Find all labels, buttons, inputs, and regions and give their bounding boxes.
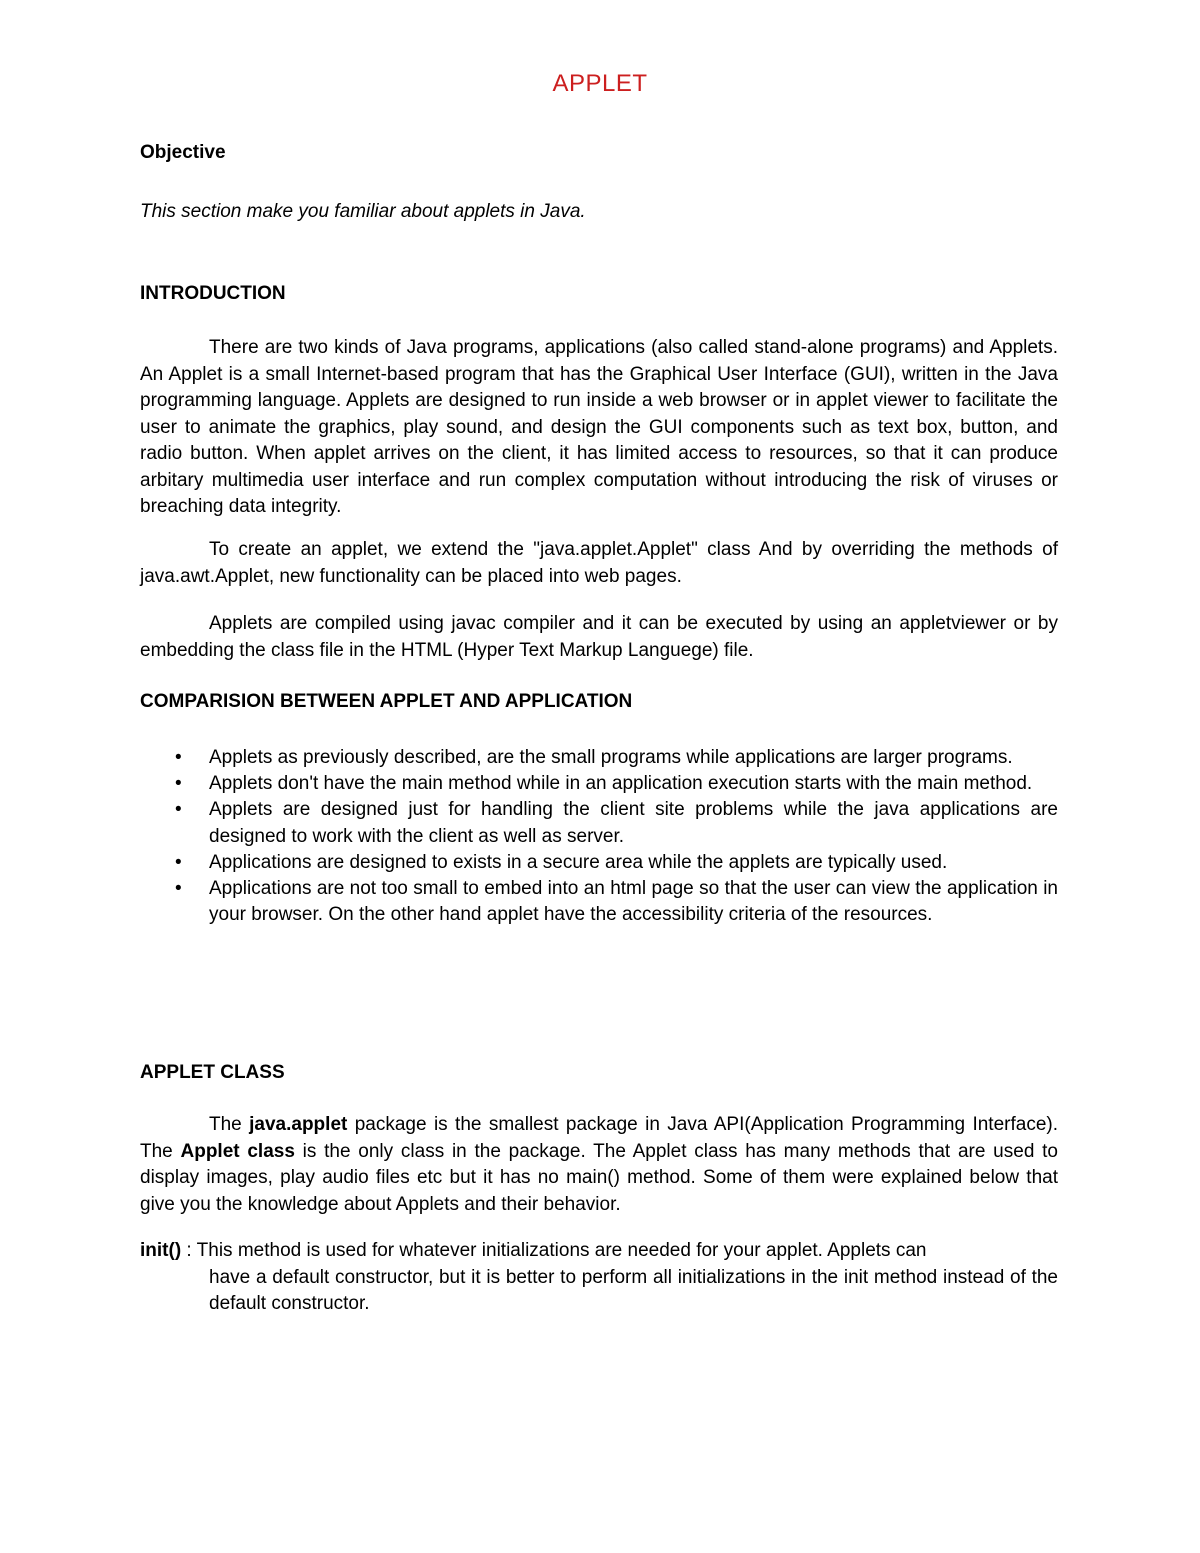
list-item-text: Applications are designed to exists in a secure area while the applets are typically used. xyxy=(209,851,948,873)
class-name: Applet class xyxy=(180,1140,295,1162)
objective-text: This section make you familiar about applets in Java. xyxy=(140,201,586,222)
introduction-heading: INTRODUCTION xyxy=(140,283,286,304)
list-item xyxy=(140,797,1058,849)
text-run: is the only class in the package. The Applet class has many methods that are used to display images, play audio files etc but it has no main() method. Some of them were explained below that give you the knowledge about Applets and their behavior. xyxy=(140,1140,1058,1215)
intro-paragraph-1: There are two kinds of Java programs, applications (also called stand-alone programs) and Applets. An Applet is a small Internet-based program that has the Graphical User Interface (GUI), written in the Java programming language. Applets are designed to run inside a web browser or in applet viewer to facilitate the user to animate the graphics, play sound, and design the GUI components such as text box, button, and radio button. When applet arrives on the client, it has limited access to resources, so that it can produce arbitary multimedia user interface and run complex computation without introducing the risk of viruses or breaching data integrity. xyxy=(140,337,1058,517)
applet-class-heading: APPLET CLASS xyxy=(140,1062,285,1083)
bullet-icon: • xyxy=(175,878,182,900)
bullet-icon: • xyxy=(175,747,182,768)
text-run: The xyxy=(209,1114,250,1135)
objective-heading: Objective xyxy=(140,142,226,163)
init-continuation: have a default constructor, but it is better to perform all initializations in the init method instead of the default constructor. xyxy=(209,1266,1058,1314)
package-name: java.applet xyxy=(249,1114,348,1135)
page-title: APPLET xyxy=(552,70,648,97)
text-run: package is the smallest package in Java API(Application Programming Interface). The xyxy=(140,1114,1058,1162)
intro-paragraph-2: To create an applet, we extend the "java.applet.Applet" class And by overriding the methods of java.awt.Applet, new functionality can be placed into web pages. xyxy=(140,539,1058,587)
list-item-text: Applets as previously described, are the small programs while applications are larger programs. xyxy=(209,747,1013,768)
init-first-line xyxy=(140,1238,1058,1265)
init-method-definition xyxy=(140,1238,1058,1318)
list-item xyxy=(140,745,1058,771)
comparison-list xyxy=(140,745,1058,928)
list-item-text: Applications are not too small to embed into an html page so that the user can view the application in your browser. On the other hand applet have the accessibility criteria of the resources. xyxy=(209,878,1058,926)
term-separator: : xyxy=(181,1240,197,1261)
list-item-text: Applets don't have the main method while in an application execution starts with the main method. xyxy=(209,773,1033,795)
applet-class-paragraph xyxy=(140,1112,1058,1218)
list-item xyxy=(140,850,1058,876)
init-line-1: This method is used for whatever initializations are needed for your applet. Applets can xyxy=(196,1240,927,1261)
intro-paragraph-3: Applets are compiled using javac compiler and it can be executed by using an appletviewer or by embedding the class file in the HTML (Hyper Text Markup Languege) file. xyxy=(140,613,1058,661)
bullet-icon: • xyxy=(175,799,182,821)
method-term: init() xyxy=(140,1240,182,1261)
bullet-icon: • xyxy=(175,773,182,795)
comparison-heading: COMPARISION BETWEEN APPLET AND APPLICATION xyxy=(140,691,633,712)
list-item xyxy=(140,771,1058,797)
list-item xyxy=(140,876,1058,928)
list-item-text: Applets are designed just for handling the client site problems while the java applications are designed to work with the client as well as server. xyxy=(209,799,1058,847)
bullet-icon: • xyxy=(175,851,182,873)
